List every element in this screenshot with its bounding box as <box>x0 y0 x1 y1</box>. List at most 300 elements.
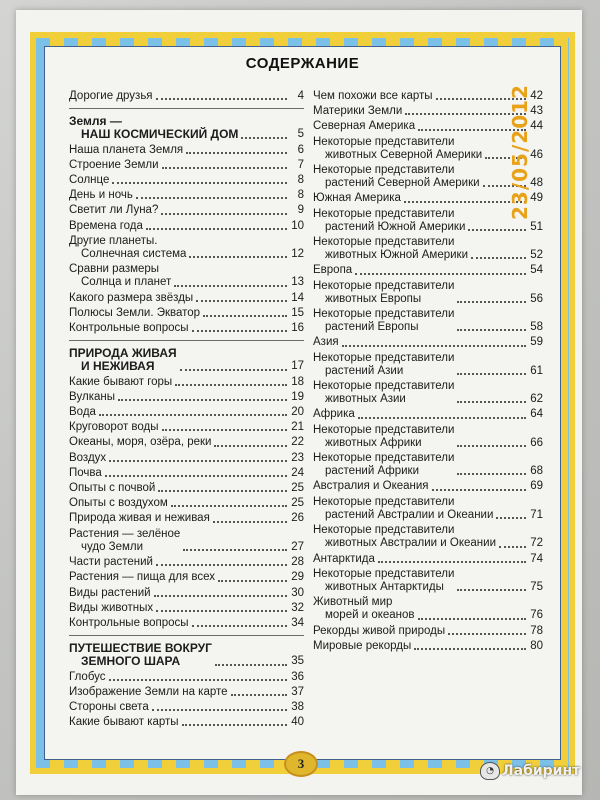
dot-leader <box>192 625 287 627</box>
toc-entry-page: 27 <box>291 540 304 553</box>
dot-leader <box>241 137 287 139</box>
toc-section-heading <box>69 114 304 142</box>
toc-entry-title-line: Круговорот воды <box>69 421 159 434</box>
dot-leader <box>175 384 287 386</box>
toc-entry-title-line: Некоторые представители <box>313 452 455 465</box>
toc-entry-page: 58 <box>530 321 543 334</box>
toc-entry-page: 78 <box>530 624 543 637</box>
toc-entry <box>313 451 543 479</box>
toc-entry <box>313 479 543 494</box>
toc-entry <box>313 379 543 407</box>
toc-entry-page: 13 <box>291 276 304 289</box>
toc-entry-title-line: Изображение Земли на карте <box>69 685 228 698</box>
dot-leader <box>457 329 526 331</box>
dot-leader <box>156 610 287 612</box>
toc-entry-page: 24 <box>291 466 304 479</box>
toc-entry-title-line: Дорогие друзья <box>69 90 153 102</box>
toc-entry-title-continuation: растений Европы <box>325 321 419 334</box>
toc-section-heading <box>69 346 304 374</box>
toc-entry-title-line: Вулканы <box>69 390 116 403</box>
toc-entry-title-continuation: ЗЕМНОГО ШАРА <box>81 654 181 669</box>
toc-entry-title-line: Какие бывают горы <box>69 375 173 388</box>
toc-entry-title-line: Азия <box>313 336 339 349</box>
toc-entry <box>69 291 304 306</box>
toc-entry <box>69 89 304 104</box>
toc-entry-page: 5 <box>297 128 304 141</box>
dot-leader <box>457 401 526 403</box>
toc-entry-title-line: Воздух <box>69 451 107 464</box>
toc-entry-page: 72 <box>530 537 543 550</box>
toc-entry <box>69 306 304 321</box>
dot-leader <box>471 257 526 259</box>
toc-entry-title <box>69 204 158 217</box>
toc-entry <box>69 601 304 616</box>
toc-entry-title-line: Контрольные вопросы <box>69 616 189 629</box>
toc-entry-title <box>313 596 415 622</box>
toc-entry-page: 25 <box>291 497 304 510</box>
toc-entry-title-continuation: животных Южной Америки <box>325 249 468 262</box>
toc-entry-title <box>69 421 159 434</box>
dot-leader <box>156 564 287 566</box>
page-title: СОДЕРЖАНИЕ <box>245 55 360 72</box>
toc-entry-page: 19 <box>291 390 304 403</box>
dot-leader <box>214 445 287 447</box>
toc-entry-title-line: Австралия и Океания <box>313 480 429 493</box>
toc-entry <box>313 351 543 379</box>
toc-entry-title <box>69 671 106 684</box>
toc-entry-page: 42 <box>530 90 543 102</box>
toc-entry <box>69 262 304 290</box>
dot-leader <box>457 589 526 591</box>
dot-leader <box>186 152 287 154</box>
toc-entry <box>313 307 543 335</box>
toc-entry-title <box>69 347 177 373</box>
toc-entry-title <box>313 380 454 406</box>
toc-entry <box>313 263 543 278</box>
dot-leader <box>378 561 526 563</box>
toc-entry <box>69 616 304 631</box>
section-divider <box>69 108 304 109</box>
toc-entry <box>69 700 304 715</box>
toc-entry-page: 76 <box>530 609 543 622</box>
dot-leader <box>171 505 287 507</box>
toc-entry-title <box>69 716 179 729</box>
toc-entry-title-line: Животный мир <box>313 596 393 609</box>
toc-entry-page: 37 <box>291 685 304 698</box>
dot-leader <box>496 517 526 519</box>
toc-entry-title <box>313 625 445 638</box>
dot-leader <box>189 256 287 258</box>
dot-leader <box>182 724 287 726</box>
toc-entry-title-line: Опыты с почвой <box>69 482 156 495</box>
toc-entry-page: 69 <box>530 480 543 493</box>
toc-entry-page: 30 <box>291 586 304 599</box>
toc-entry-page: 56 <box>530 292 543 305</box>
toc-entry-title-continuation: животных Австралии и Океании <box>325 537 496 550</box>
toc-entry-page: 7 <box>297 158 304 171</box>
toc-entry-title <box>313 524 496 550</box>
toc-entry-title-line: Строение Земли <box>69 158 159 171</box>
toc-entry-title-continuation: Солнца и планет <box>81 276 172 289</box>
toc-entry-page: 15 <box>291 306 304 319</box>
toc-entry <box>69 511 304 526</box>
toc-entry-page: 8 <box>297 189 304 202</box>
toc-entry-title <box>69 528 180 554</box>
toc-entry-title-continuation: НАШ КОСМИЧЕСКИЙ ДОМ <box>81 127 239 142</box>
toc-entry-title <box>313 120 415 133</box>
toc-entry-page: 34 <box>291 616 304 629</box>
toc-entry-title-continuation: животных Европы <box>325 292 422 305</box>
toc-entry-title <box>313 264 352 277</box>
page-number <box>284 751 318 777</box>
toc-entry-title-continuation: Солнечная система <box>81 248 187 261</box>
toc-entry-title-line: Некоторые представители <box>313 207 455 220</box>
toc-entry-page: 43 <box>530 105 543 118</box>
dot-leader <box>109 679 287 681</box>
toc-entry <box>69 420 304 435</box>
toc-entry-title-line: Некоторые представители <box>313 279 455 292</box>
toc-entry <box>69 375 304 390</box>
dot-leader <box>196 300 287 302</box>
toc-entry-title-line: Антарктида <box>313 552 375 565</box>
toc-entry-title <box>69 497 168 510</box>
toc-entry-title-line: Некоторые представители <box>313 164 455 177</box>
toc-entry-page: 75 <box>530 580 543 593</box>
toc-entry <box>69 527 304 555</box>
toc-entry-page: 66 <box>530 436 543 449</box>
toc-entry-title-line: Некоторые представители <box>313 495 455 508</box>
toc-entry-title <box>313 496 493 522</box>
toc-entry-title <box>313 308 454 334</box>
toc-entry-title <box>69 436 211 449</box>
toc-entry-title <box>69 452 106 465</box>
toc-entry-title-continuation: растений Южной Америки <box>325 220 466 233</box>
toc-entry-title <box>69 617 189 630</box>
toc-entry-title <box>69 263 171 289</box>
toc-entry-title-line: Некоторые представители <box>313 135 455 148</box>
toc-entry-title <box>313 408 355 421</box>
dot-leader <box>154 595 287 597</box>
toc-entry-page: 35 <box>291 655 304 668</box>
dot-leader <box>192 330 287 332</box>
toc-entry-title <box>69 391 115 404</box>
dot-leader <box>457 473 526 475</box>
toc-entry-title <box>313 208 465 234</box>
toc-entry-page: 23 <box>291 451 304 464</box>
dot-leader <box>180 369 287 371</box>
toc-entry-title-line: Некоторые представители <box>313 524 455 537</box>
toc-entry <box>313 407 543 422</box>
toc-entry <box>69 481 304 496</box>
dot-leader <box>342 345 526 347</box>
toc-entry-page: 48 <box>530 177 543 190</box>
toc-section-heading <box>69 641 304 669</box>
dot-leader <box>457 301 526 303</box>
toc-entry <box>313 279 543 307</box>
toc-entry-title-line: Чем похожи все карты <box>313 90 433 102</box>
toc-entry-page: 46 <box>530 148 543 161</box>
toc-entry-page: 6 <box>297 143 304 156</box>
toc-entry-title <box>69 512 210 525</box>
toc-entry-page: 17 <box>291 360 304 373</box>
toc-entry <box>69 685 304 700</box>
dot-leader <box>136 197 287 199</box>
toc-entry-page: 38 <box>291 700 304 713</box>
toc-entry-page: 80 <box>530 639 543 652</box>
dot-leader <box>156 98 287 100</box>
toc-entry <box>69 203 304 218</box>
toc-entry-title <box>69 144 183 157</box>
dot-leader <box>414 648 526 650</box>
dot-leader <box>432 489 526 491</box>
toc-entry <box>69 405 304 420</box>
toc-entry <box>69 321 304 336</box>
toc-entry <box>313 624 543 639</box>
dot-leader <box>418 618 526 620</box>
toc-entry <box>69 390 304 405</box>
toc-entry-title <box>313 164 480 190</box>
toc-entry-title-line: Некоторые представители <box>313 351 455 364</box>
section-divider <box>69 340 304 341</box>
toc-entry-title <box>313 136 482 162</box>
toc-entry-title <box>69 90 153 103</box>
dot-leader <box>499 546 526 548</box>
toc-entry <box>313 235 543 263</box>
toc-entry-title-line: Какие бывают карты <box>69 716 179 729</box>
page-number-text: 3 <box>297 756 305 771</box>
toc-entry <box>313 595 543 623</box>
toc-entry-title <box>313 640 411 653</box>
toc-entry <box>69 670 304 685</box>
toc-entry-title <box>313 192 401 205</box>
toc-entry-title-continuation: животных Северной Америки <box>325 148 483 161</box>
toc-entry <box>69 188 304 203</box>
toc-entry-title-line: Растения — пища для всех <box>69 571 216 584</box>
toc-entry-title-line: Африка <box>313 408 355 421</box>
toc-entry-title-line: Европа <box>313 264 353 277</box>
toc-entry-page: 51 <box>530 220 543 233</box>
toc-entry-page: 26 <box>291 512 304 525</box>
toc-entry-title-line: ПРИРОДА ЖИВАЯ <box>69 346 177 361</box>
toc-entry-page: 4 <box>297 90 304 102</box>
toc-entry-title-continuation: животных Африки <box>325 436 422 449</box>
toc-entry <box>313 639 543 654</box>
toc-entry-title-line: Солнце <box>69 174 110 187</box>
toc-entry <box>313 567 543 595</box>
toc-entry <box>313 423 543 451</box>
toc-entry-page: 14 <box>291 291 304 304</box>
toc-entry <box>69 158 304 173</box>
toc-entry-title-line: Светит ли Луна? <box>69 204 159 217</box>
toc-entry-page: 8 <box>297 174 304 187</box>
toc-entry-title <box>313 553 375 566</box>
toc-entry-title-continuation: морей и океанов <box>325 609 415 622</box>
dot-leader <box>218 580 287 582</box>
toc-entry <box>69 435 304 450</box>
toc-entry-title <box>313 280 454 306</box>
toc-entry-title-line: Некоторые представители <box>313 236 455 249</box>
toc-entry-page: 36 <box>291 670 304 683</box>
toc-entry-title <box>69 467 102 480</box>
watermark <box>480 762 580 780</box>
toc-entry-page: 40 <box>291 716 304 729</box>
toc-entry-title-line: Южная Америка <box>313 192 401 205</box>
toc-entry-page: 71 <box>530 508 543 521</box>
toc-entry-title-continuation: растений Австралии и Океании <box>325 508 494 521</box>
dot-leader <box>215 664 287 666</box>
toc-entry-page: 61 <box>530 364 543 377</box>
toc-left-column <box>69 89 304 730</box>
toc-entry-title-continuation: растений Африки <box>325 465 420 478</box>
toc-entry-page: 74 <box>530 552 543 565</box>
toc-entry-title-line: Наша планета Земля <box>69 143 184 156</box>
toc-entry-page: 21 <box>291 421 304 434</box>
toc-entry-title <box>69 159 159 172</box>
toc-entry-title <box>69 292 193 305</box>
toc-entry <box>69 451 304 466</box>
toc-entry <box>69 570 304 585</box>
toc-entry-page: 64 <box>530 408 543 421</box>
toc-entry-title-line: Материки Земли <box>313 105 403 118</box>
toc-entry-title-line: Времена года <box>69 219 143 232</box>
toc-entry-title <box>313 90 433 103</box>
watermark-text: Лабиринт <box>502 763 581 779</box>
dot-leader <box>203 315 287 317</box>
toc-entry-title-line: Некоторые представители <box>313 423 455 436</box>
dot-leader <box>174 285 287 287</box>
toc-entry-title-line: Некоторые представители <box>313 567 455 580</box>
date-stamp-text: 23/05/2012 <box>508 84 532 220</box>
toc-entry-title-line: Полюсы Земли. Экватор <box>69 306 201 319</box>
toc-entry-page: 18 <box>291 375 304 388</box>
toc-entry-title <box>69 602 153 615</box>
toc-entry-title-line: Другие планеты. <box>69 234 158 247</box>
toc-entry <box>69 173 304 188</box>
toc-entry-title-line: Почва <box>69 466 102 479</box>
toc-entry-title-line: Части растений <box>69 556 153 569</box>
toc-entry-title-line: Природа живая и неживая <box>69 512 210 525</box>
toc-entry <box>69 234 304 262</box>
toc-entry <box>313 523 543 551</box>
dot-leader <box>448 633 526 635</box>
toc-entry-title-continuation: животных Азии <box>325 393 406 406</box>
toc-entry-title <box>69 406 96 419</box>
toc-entry-title-line: Сравни размеры <box>69 263 160 276</box>
dot-leader <box>152 709 287 711</box>
toc-entry-title-continuation: животных Антарктиды <box>325 580 444 593</box>
toc-entry <box>313 552 543 567</box>
dot-leader <box>99 414 287 416</box>
toc-entry-page: 22 <box>291 436 304 449</box>
dot-leader <box>457 373 526 375</box>
toc-entry-title-line: Рекорды живой природы <box>313 624 446 637</box>
toc-entry-title-line: Контрольные вопросы <box>69 322 189 335</box>
toc-entry-page: 20 <box>291 406 304 419</box>
toc-entry-title-line: Виды животных <box>69 601 154 614</box>
toc-entry-title <box>313 480 429 493</box>
toc-entry-title <box>313 568 454 594</box>
toc-entry <box>69 219 304 234</box>
dot-leader <box>158 490 287 492</box>
toc-entry-page: 59 <box>530 336 543 349</box>
toc-entry-title <box>69 235 186 261</box>
toc-entry-page: 9 <box>297 204 304 217</box>
toc-entry-title-line: Мировые рекорды <box>313 639 412 652</box>
toc-entry-title <box>69 189 133 202</box>
dot-leader <box>162 429 287 431</box>
dot-leader <box>231 694 287 696</box>
toc-entry-title <box>69 571 215 584</box>
toc-entry-page: 25 <box>291 482 304 495</box>
toc-entry-title <box>69 701 149 714</box>
toc-entry-title-line: Растения — зелёное <box>69 527 181 540</box>
toc-entry-title-line: Стороны света <box>69 700 149 713</box>
toc-entry <box>313 335 543 350</box>
dot-leader <box>213 521 287 523</box>
toc-entry-title <box>313 236 468 262</box>
dot-leader <box>183 549 287 551</box>
toc-entry-title <box>69 686 228 699</box>
toc-entry <box>69 586 304 601</box>
dot-leader <box>112 182 287 184</box>
toc-entry-title-continuation: И НЕЖИВАЯ <box>81 359 155 374</box>
toc-entry-title-line: День и ночь <box>69 189 133 202</box>
toc-entry-title-line: Вода <box>69 406 96 419</box>
toc-entry-title-line: Некоторые представители <box>313 308 455 321</box>
toc-entry <box>69 496 304 511</box>
date-stamp <box>500 40 530 230</box>
toc-entry-title-line: Виды растений <box>69 586 151 599</box>
toc-entry-page: 28 <box>291 556 304 569</box>
dot-leader <box>162 167 287 169</box>
toc-entry-page: 54 <box>530 264 543 277</box>
dot-leader <box>161 213 287 215</box>
toc-entry-title <box>69 587 151 600</box>
toc-entry-title <box>313 336 339 349</box>
toc-entry-page: 49 <box>530 192 543 205</box>
toc-entry-title <box>69 482 155 495</box>
toc-entry-title-line: Земля — <box>69 114 122 129</box>
toc-entry-page: 10 <box>291 219 304 232</box>
toc-entry-title <box>69 115 238 141</box>
toc-entry <box>69 715 304 730</box>
dot-leader <box>358 417 526 419</box>
toc-entry <box>69 555 304 570</box>
dot-leader <box>355 273 526 275</box>
toc-entry <box>69 466 304 481</box>
toc-entry-page: 12 <box>291 248 304 261</box>
toc-entry-title <box>69 642 212 668</box>
toc-entry-title-line: Опыты с воздухом <box>69 497 168 510</box>
toc-entry-title-continuation: растений Азии <box>325 364 404 377</box>
toc-entry-page: 44 <box>530 120 543 133</box>
toc-entry-page: 32 <box>291 601 304 614</box>
dot-leader <box>105 475 287 477</box>
toc-entry-title <box>69 556 153 569</box>
toc-entry-title <box>69 376 172 389</box>
toc-entry-title <box>313 105 402 118</box>
toc-entry-title-line: Глобус <box>69 670 106 683</box>
toc-entry-title-line: Какого размера звёзды <box>69 291 194 304</box>
toc-entry <box>69 143 304 158</box>
dot-leader <box>457 445 526 447</box>
toc-entry-title-line: Океаны, моря, озёра, реки <box>69 436 212 449</box>
toc-entry-title <box>69 307 200 320</box>
toc-entry-title <box>313 424 454 450</box>
toc-entry-page: 16 <box>291 322 304 335</box>
toc-entry-title <box>313 452 454 478</box>
labyrinth-logo-icon: ◔ <box>480 762 500 780</box>
